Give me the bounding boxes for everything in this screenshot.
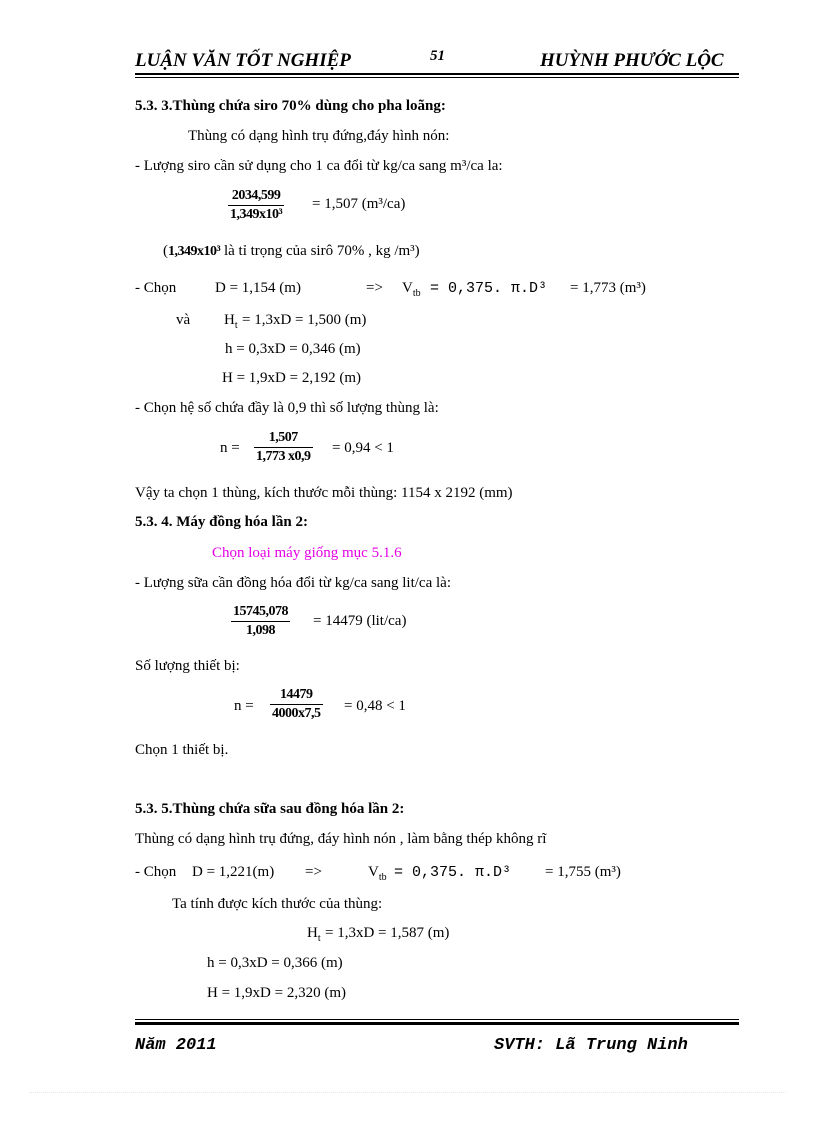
header-rule-thick <box>135 73 739 75</box>
ht-eq-535: = 1,3xD = 1,587 (m) <box>325 925 450 941</box>
fill-factor-text: - Chọn hệ số chứa đầy là 0,9 thì số lượng thùng là: <box>135 400 439 416</box>
n-label-534: n = <box>234 698 254 714</box>
footer-left: Năm 2011 <box>135 1036 217 1055</box>
arrow-535: => <box>305 864 322 880</box>
h-eq: h = 0,3xD = 0,346 (m) <box>225 341 361 357</box>
and-label: và <box>176 312 191 328</box>
ht-subscript-535: t <box>317 933 321 944</box>
syrup-fraction-num: 2034,599 <box>231 188 281 203</box>
ht-subscript: t <box>234 320 238 331</box>
volume-symbol <box>402 280 421 299</box>
header-left: LUẬN VĂN TỐT NGHIỆP <box>135 50 351 71</box>
n-label: n = <box>220 440 240 456</box>
header-rule-thin <box>135 77 739 78</box>
syrup-need-text: - Lượng siro cần sử dụng cho 1 ca đổi từ kg/ca sang m³/ca la: <box>135 158 503 174</box>
bigH-eq-535: H = 1,9xD = 2,320 (m) <box>207 985 346 1001</box>
conclusion-534: Chọn 1 thiết bị. <box>135 742 229 758</box>
tank-shape-text: Thùng có dạng hình trụ đứng,đáy hình nón: <box>188 128 450 144</box>
section-title-533: 5.3. 3.Thùng chứa siro 70% dùng cho pha loãng: <box>135 98 446 114</box>
volume-result-535: = 1,755 (m³) <box>545 864 621 880</box>
tank-count-num: 1,507 <box>268 430 298 445</box>
syrup-volume-result: = 1,507 (m³/ca) <box>312 196 406 212</box>
density-value: 1,349x10³ <box>168 244 221 259</box>
footer-rule-thin <box>135 1019 739 1020</box>
diameter-eq-535: D = 1,221(m) <box>192 864 275 880</box>
device-count-result: = 0,48 < 1 <box>344 698 406 714</box>
tank-shape-text-535: Thùng có dạng hình trụ đứng, đáy hình nón , làm bằng thép không rĩ <box>135 831 547 847</box>
machine-choice-pink: Chọn loại máy giống mục 5.1.6 <box>212 545 402 561</box>
volume-formula-535: = 0,375. π.D³ <box>394 864 512 881</box>
device-count-fraction <box>270 687 323 722</box>
footer-rule-thick <box>135 1022 739 1025</box>
diameter-eq: D = 1,154 (m) <box>215 280 301 296</box>
ht-eq: = 1,3xD = 1,500 (m) <box>242 312 367 328</box>
v-symbol: V <box>402 280 413 296</box>
tank-count-fraction <box>254 430 313 465</box>
header-right: HUỲNH PHƯỚC LỘC <box>540 50 724 71</box>
density-note: (1,349x10³ là tỉ trọng của sirô 70% , kg /m³) <box>163 243 420 259</box>
h-eq-535: h = 0,3xD = 0,366 (m) <box>207 955 343 971</box>
device-count-den: 4000x7,5 <box>272 706 321 721</box>
page-number: 51 <box>430 48 445 64</box>
conclusion-533: Vậy ta chọn 1 thùng, kích thước mỗi thùng: 1154 x 2192 (mm) <box>135 485 513 501</box>
footer-right: SVTH: Lã Trung Ninh <box>494 1036 688 1055</box>
milk-need-text: - Lượng sữa cần đồng hóa đổi từ kg/ca sang lit/ca là: <box>135 575 451 591</box>
milk-fraction-num: 15745,078 <box>233 604 288 619</box>
section-title-534: 5.3. 4. Máy đồng hóa lần 2: <box>135 514 308 530</box>
page-bottom-dotted-line <box>30 1092 786 1093</box>
milk-fraction-den: 1,098 <box>246 623 275 638</box>
volume-result: = 1,773 (m³) <box>570 280 646 296</box>
bigH-eq: H = 1,9xD = 2,192 (m) <box>222 370 361 386</box>
v-subscript-535: tb <box>378 872 387 883</box>
volume-symbol-535 <box>368 864 387 883</box>
ht-h: H <box>224 312 235 328</box>
syrup-fraction <box>228 188 284 223</box>
volume-formula: = 0,375. π.D³ <box>430 280 548 297</box>
v-subscript: tb <box>412 288 421 299</box>
device-count-num: 14479 <box>280 687 313 702</box>
device-count-label: Số lượng thiết bị: <box>135 658 240 674</box>
ht-h-535: H <box>307 925 318 941</box>
section-title-535: 5.3. 5.Thùng chứa sữa sau đồng hóa lần 2: <box>135 801 405 817</box>
syrup-fraction-den: 1,349x10³ <box>230 207 283 222</box>
density-text: là tỉ trọng của sirô 70% , kg /m³) <box>223 243 420 259</box>
milk-fraction <box>231 604 290 639</box>
ht-symbol <box>224 312 238 331</box>
milk-volume-result: = 14479 (lit/ca) <box>313 613 407 629</box>
arrow: => <box>366 280 383 296</box>
tank-count-result: = 0,94 < 1 <box>332 440 394 456</box>
calc-dimensions-text: Ta tính được kích thước của thùng: <box>172 896 383 912</box>
tank-count-den: 1,773 x0,9 <box>256 449 311 464</box>
choose-label-535: - Chọn <box>135 864 177 880</box>
v-symbol-535: V <box>368 864 379 880</box>
choose-label: - Chọn <box>135 280 177 296</box>
ht-symbol-535 <box>307 925 321 944</box>
